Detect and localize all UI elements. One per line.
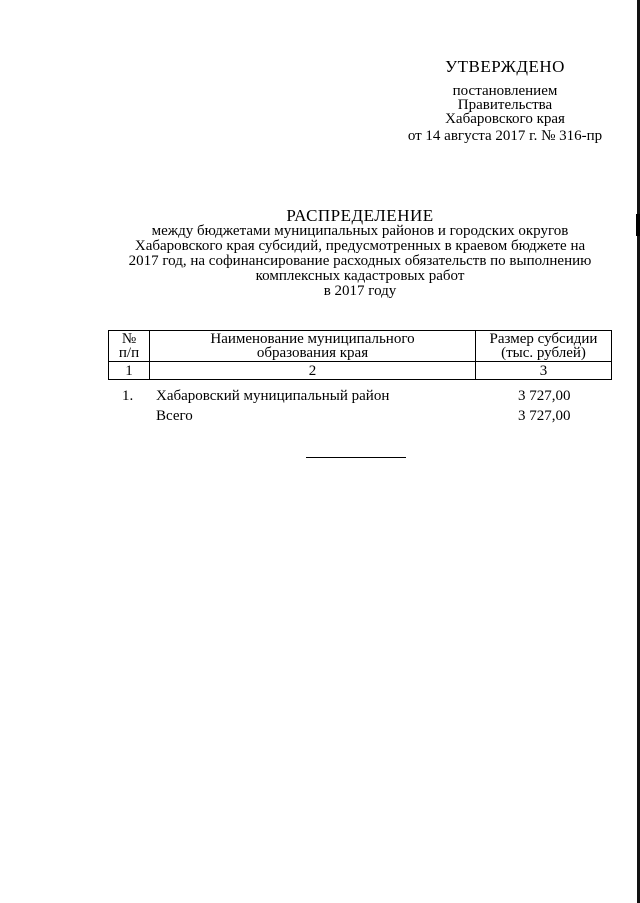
- header-municipality: [150, 331, 476, 362]
- total-label: Всего: [156, 408, 193, 424]
- approval-date: от 14 августа 2017 г. № 316-пр: [407, 128, 603, 144]
- approval-line-region: Хабаровского края: [445, 111, 565, 127]
- approval-line-decree: постановлением: [452, 83, 558, 99]
- total-amount: 3 727,00: [518, 408, 571, 424]
- column-number: 2: [150, 362, 476, 380]
- header-number-line2: п/п: [118, 345, 140, 361]
- header-subsidy-line2: (тыс. рублей): [501, 345, 586, 361]
- subtitle-line: 2017 год, на софинансирование расходных обязательств по выполнению: [128, 253, 592, 269]
- table-header-row: [109, 331, 612, 362]
- column-number: 1: [109, 362, 150, 380]
- end-rule: [306, 457, 406, 458]
- column-number: 3: [476, 362, 612, 380]
- table-body: [108, 388, 610, 428]
- column-number-row: [109, 362, 612, 380]
- header-subsidy-line1: Размер субсидии: [489, 331, 598, 347]
- subtitle-line: комплексных кадастровых работ: [255, 268, 465, 284]
- row-amount: 3 727,00: [518, 388, 571, 404]
- subtitle-line: Хабаровского края субсидий, предусмотренных в краевом бюджете на: [134, 238, 586, 254]
- document-title: РАСПРЕДЕЛЕНИЕ: [286, 206, 434, 225]
- distribution-table-header: [108, 330, 612, 380]
- subtitle-line: между бюджетами муниципальных районов и городских округов: [151, 223, 569, 239]
- header-subsidy: [476, 331, 612, 362]
- header-municipality-line1: Наименование муниципального: [210, 331, 415, 347]
- header-number-line1: №: [121, 331, 137, 347]
- header-municipality-line2: образования края: [256, 345, 369, 361]
- approval-title: УТВЕРЖДЕНО: [445, 57, 565, 76]
- header-number: [109, 331, 150, 362]
- row-number: 1.: [122, 388, 134, 404]
- subtitle-line: в 2017 году: [323, 283, 397, 299]
- document-subtitle: [110, 224, 610, 299]
- table-row: [108, 388, 610, 408]
- total-row: [108, 408, 610, 428]
- row-municipality: Хабаровский муниципальный район: [156, 388, 390, 404]
- approval-block: [400, 57, 610, 144]
- approval-line-government: Правительства: [457, 97, 553, 113]
